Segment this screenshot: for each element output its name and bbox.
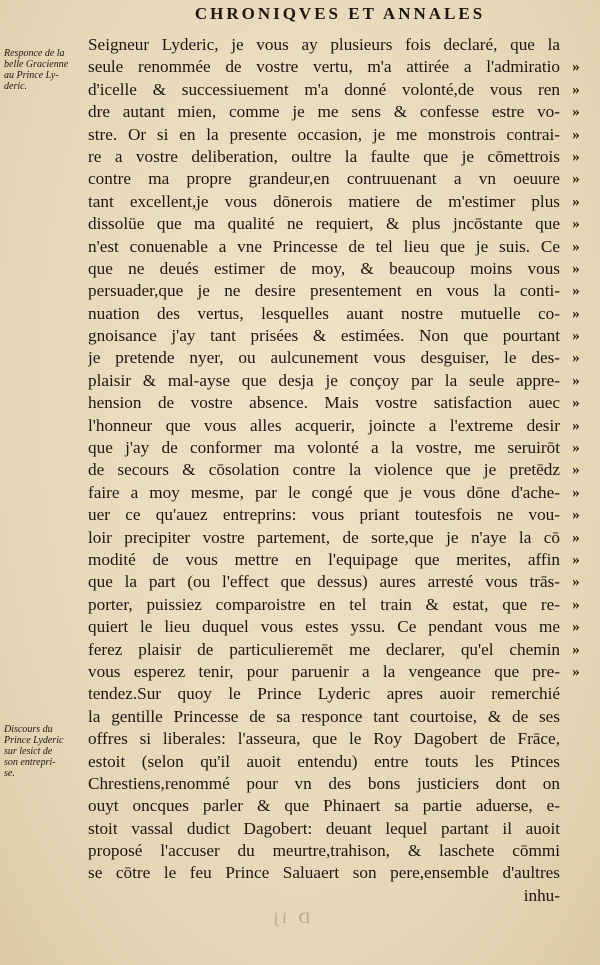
- text-line: seule renommée de vostre vertu, m'a attirée a l'admiratio: [88, 57, 560, 77]
- text-line: inhu-: [523, 885, 560, 905]
- text-line: ferez plaisir de particulieremēt me declarer, qu'el chemin: [88, 639, 560, 659]
- quote-mark: »: [572, 641, 580, 658]
- text-line: re a vostre deliberation, oultre la faulte que je cōmettrois: [88, 146, 560, 166]
- text-line: tendez.Sur quoy le Prince Lyderic apres auoir remerchié: [88, 684, 560, 704]
- quote-mark: »: [572, 216, 580, 233]
- text-line: que la part (ou l'effect que dessus) aures arresté vous trās-: [88, 572, 560, 592]
- quote-mark: »: [572, 148, 580, 165]
- quote-mark: »: [572, 81, 580, 98]
- text-line: faire a moy mesme, par le congé que je vous dōne d'ache-: [88, 482, 560, 502]
- text-line: que j'ay de conformer ma volonté a la vostre, me seruirōt: [88, 438, 560, 458]
- marginal-note: [4, 48, 86, 92]
- quote-mark: »: [572, 372, 580, 389]
- quote-mark: »: [572, 551, 580, 568]
- text-line: persuader,que je ne desire presentement en vous la conti-: [88, 281, 560, 301]
- marginal-note-line: au Prince Ly-: [4, 70, 59, 81]
- quote-mark: [564, 728, 588, 750]
- quote-mark: »: [572, 395, 580, 412]
- quote-mark: »: [572, 574, 580, 591]
- quotation-marks-column: [564, 34, 588, 907]
- quote-mark: [564, 773, 588, 795]
- text-line: nuation des vertus, lesquelles auant nostre mutuelle co-: [88, 303, 560, 323]
- quote-mark: »: [572, 484, 580, 501]
- quote-mark: »: [572, 104, 580, 121]
- quote-mark: [564, 840, 588, 862]
- quote-mark: »: [572, 193, 580, 210]
- text-line: de secours & cōsolation contre la violence que je pretēdz: [88, 460, 560, 480]
- quote-mark: »: [572, 462, 580, 479]
- text-line: l'honneur que vous alles acquerir, joincte a l'extreme desir: [88, 415, 560, 435]
- marginal-note: [4, 724, 86, 779]
- text-line: plaisir & mal-ayse que desja je conçoy par la seule appre-: [88, 370, 560, 390]
- text-line: gnoisance j'ay tant prisées & estimées. Non que pourtant: [88, 326, 560, 346]
- quote-mark: »: [572, 305, 580, 322]
- text-line: estoit (selon qu'il auoit entendu) entre touts les Ptinces: [88, 751, 560, 771]
- text-line: stoit vassal dudict Dagobert: deuant lequel partant il auoit: [88, 818, 560, 838]
- quote-mark: [564, 862, 588, 884]
- marginal-note-line: deric.: [4, 81, 28, 92]
- show-through-text: D ij: [269, 910, 311, 927]
- quote-mark: »: [572, 417, 580, 434]
- quote-mark: »: [572, 596, 580, 613]
- quote-mark: »: [572, 238, 580, 255]
- text-line: ouyt oncques parler & que Phinaert sa partie aduerse, e-: [88, 796, 560, 816]
- quote-mark: »: [572, 507, 580, 524]
- text-line: que ne deués estimer de moy, & beaucoup moins vous: [88, 258, 560, 278]
- text-line: hension de vostre absence. Mais vostre satisfaction auec: [88, 393, 560, 413]
- text-line: stre. Or si en la presente occasion, je me monstrois contrai-: [88, 124, 560, 144]
- text-line: loir precipiter vostre partement, de sorte,que je n'aye la cō: [88, 527, 560, 547]
- quote-mark: [564, 751, 588, 773]
- text-line: n'est conuenable a vne Princesse de tel lieu que je suis. Ce: [88, 236, 560, 256]
- marginal-note-line: belle Gracienne: [4, 59, 69, 70]
- marginal-note-line: se.: [4, 768, 15, 779]
- marginal-note-line: Responce de la: [4, 48, 65, 59]
- text-line: Chrestiens,renommé pour vn des bons justiciers dont on: [88, 773, 560, 793]
- text-line: porter, puissiez comparoistre en tel train & estat, que re-: [88, 594, 560, 614]
- quote-mark: »: [572, 171, 580, 188]
- text-line: je pretende nyer, ou aulcunement vous desguiser, le des-: [88, 348, 560, 368]
- text-line: d'icelle & successiuement m'a donné volonté,de vous ren: [88, 79, 560, 99]
- text-line: la gentille Princesse de sa responce tant courtoise, & de ses: [88, 706, 560, 726]
- quote-mark: »: [572, 283, 580, 300]
- quote-mark: »: [572, 59, 580, 76]
- text-line: se cōtre le feu Prince Saluaert son pere,ensemble d'aultres: [88, 863, 560, 883]
- body-text: [88, 34, 560, 907]
- marginal-note-line: sur lesict de: [4, 746, 53, 757]
- quote-mark: »: [572, 260, 580, 277]
- quote-mark: »: [572, 126, 580, 143]
- text-line: vous esperez tenir, pour paruenir a la vengeance que pre-: [88, 661, 560, 681]
- marginal-note-line: Discours du: [4, 724, 53, 735]
- text-line: dre autant mien, comme je me sens & confesse estre vo-: [88, 102, 560, 122]
- text-line: proposé l'accuser du meurtre,trahison, & laschete cōmmi: [88, 841, 560, 861]
- marginal-note-line: son entrepri-: [4, 757, 56, 768]
- text-line: Seigneur Lyderic, je vous ay plusieurs fois declaré, que la: [88, 35, 560, 54]
- text-line: contre ma propre grandeur,en contruuenant a vn oeuure: [88, 169, 560, 189]
- quote-mark: »: [572, 529, 580, 546]
- quote-mark: [564, 706, 588, 728]
- quote-mark: [564, 818, 588, 840]
- quote-mark: »: [572, 619, 580, 636]
- running-head: CHRONIQVES ET ANNALES: [194, 4, 486, 23]
- quote-mark: »: [572, 328, 580, 345]
- text-line: dissolüe que ma qualité ne requiert, & plus jncōstante que: [88, 214, 560, 234]
- quote-mark: [564, 885, 588, 907]
- quote-mark: »: [572, 350, 580, 367]
- text-line: offres si liberales: l'asseura, que le Roy Dagobert de Frāce,: [88, 729, 560, 749]
- text-line: uer ce qu'auez entreprins: vous priant toutesfois ne vou-: [88, 505, 560, 525]
- text-line: modité de vous mettre en l'equipage que merites, affin: [88, 549, 560, 569]
- quote-mark: [564, 683, 588, 705]
- quote-mark: »: [572, 663, 580, 680]
- text-line: quiert le lieu duquel vous estes yssu. Ce pendant vous me: [88, 617, 560, 637]
- quote-mark: »: [572, 440, 580, 457]
- marginal-note-line: Prince Lyderic: [4, 735, 64, 746]
- quote-mark: [564, 34, 588, 56]
- text-line: tant excellent,je vous dōnerois matiere de m'estimer plus: [88, 191, 560, 211]
- quote-mark: [564, 795, 588, 817]
